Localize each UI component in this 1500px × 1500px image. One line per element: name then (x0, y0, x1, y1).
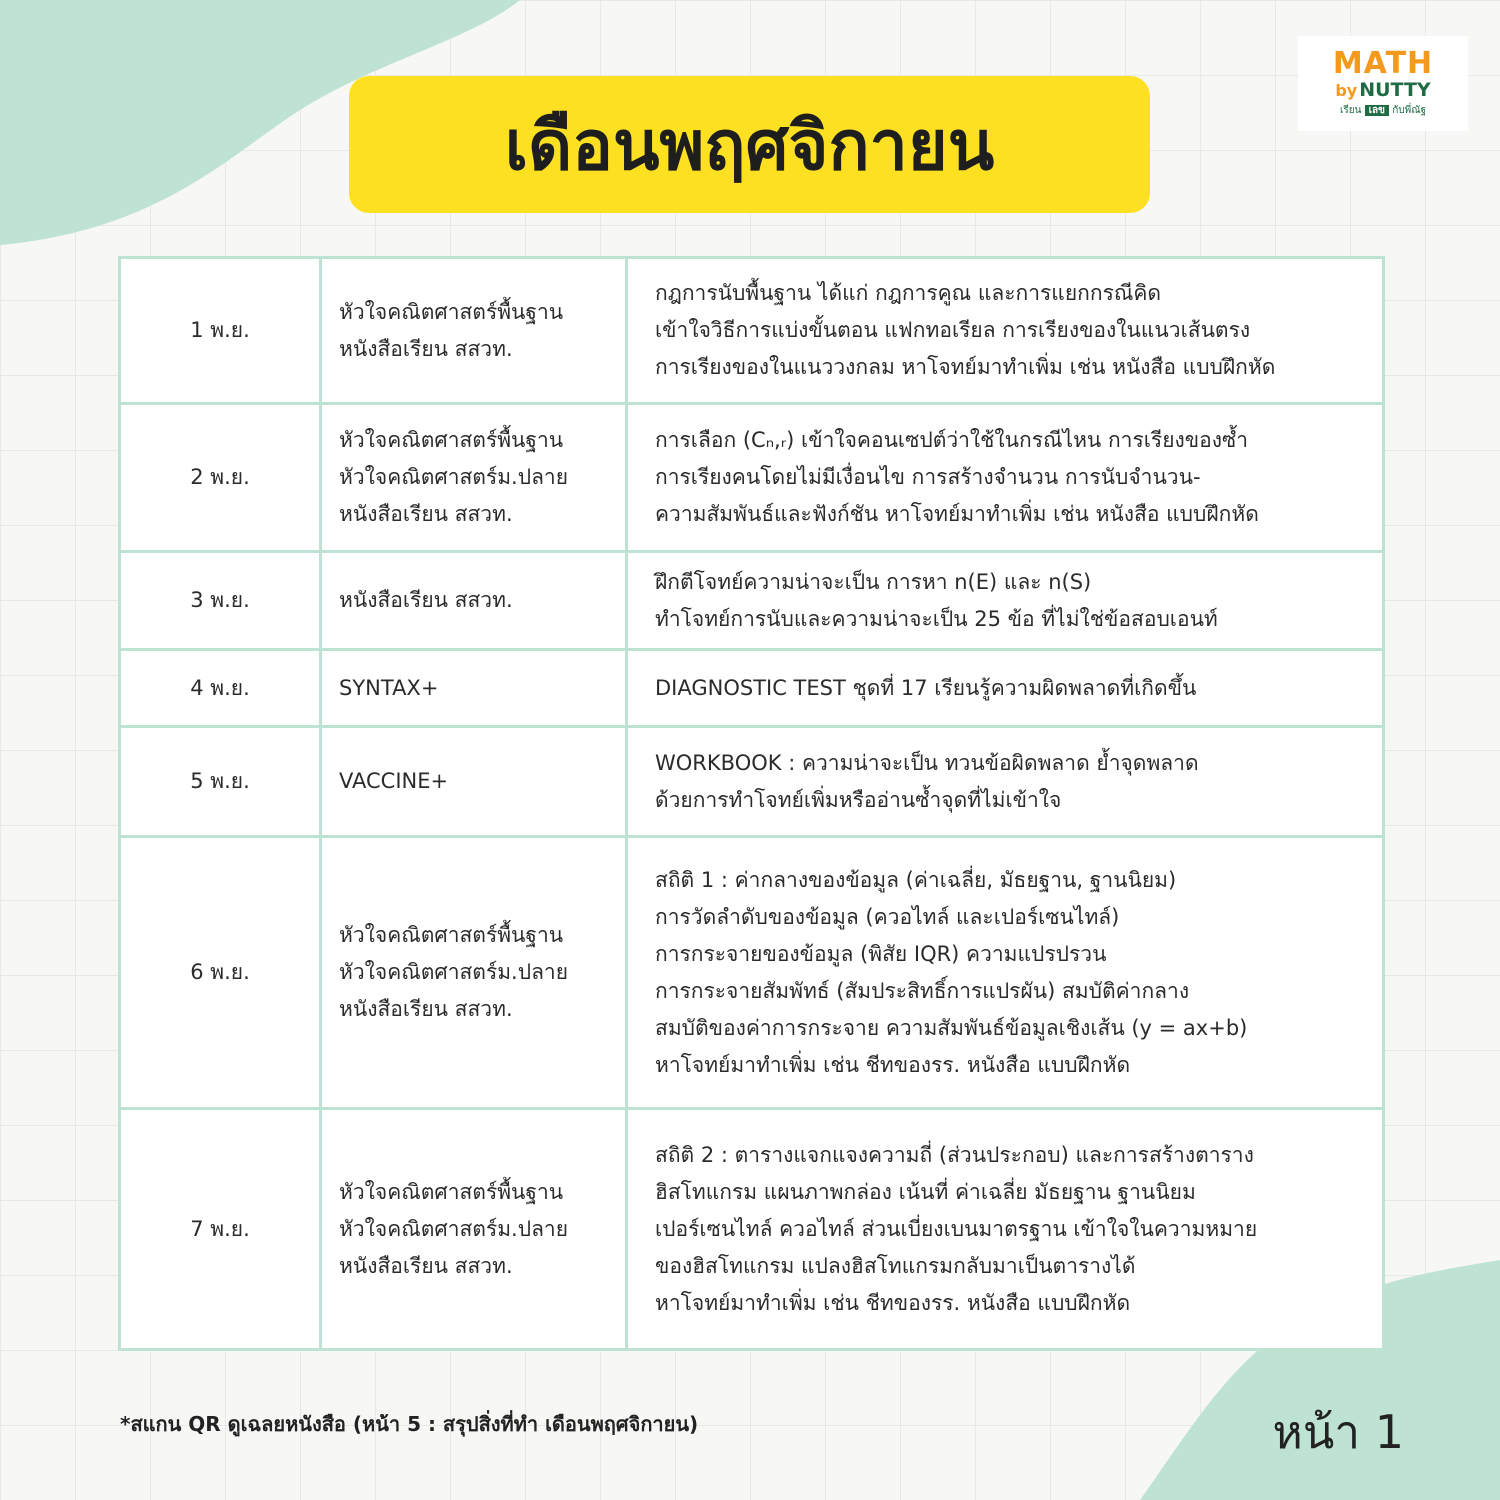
detail-cell (627, 258, 1384, 404)
detail-line: หาโจทย์มาทำเพิ่ม เช่น ชีทของรร. หนังสือ แบบฝึกหัด (655, 1290, 1131, 1315)
detail-line: ด้วยการทำโจทย์เพิ่มหรืออ่านซ้ำจุดที่ไม่เข้าใจ (655, 787, 1062, 812)
book-line: หัวใจคณิตศาสตร์พื้นฐาน (339, 923, 564, 947)
book-line: SYNTAX+ (339, 675, 439, 700)
detail-line: การวัดลำดับของข้อมูล (ควอไทล์ และเปอร์เซนไทล์) (655, 904, 1120, 929)
detail-line: สถิติ 2 : ตารางแจกแจงความถี่ (ส่วนประกอบ) และการสร้างตาราง (655, 1142, 1254, 1167)
detail-line: การเลือก (Cₙ,ᵣ) เข้าใจคอนเซปต์ว่าใช้ในกรณีไหน การเรียงของซ้ำ (655, 428, 1249, 452)
book-line: VACCINE+ (339, 769, 449, 793)
book-line: หัวใจคณิตศาสตร์ม.ปลาย (339, 465, 569, 489)
logo-tagline-chip: เลข (1365, 105, 1389, 116)
detail-line: เปอร์เซนไทล์ ควอไทล์ ส่วนเบี่ยงเบนมาตรฐาน เข้าใจในความหมาย (655, 1216, 1258, 1241)
detail-line: สมบัติของค่าการกระจาย ความสัมพันธ์ข้อมูลเชิงเส้น (y = ax+b) (655, 1015, 1248, 1040)
date-cell: 1 พ.ย. (120, 258, 321, 404)
book-cell (321, 727, 627, 837)
book-line: หนังสือเรียน สสวท. (339, 997, 513, 1021)
date-cell: 7 พ.ย. (120, 1109, 321, 1350)
table-row (120, 1109, 1384, 1350)
detail-cell (627, 837, 1384, 1109)
logo-tagline-pre: เรียน (1339, 105, 1362, 116)
detail-cell (627, 650, 1384, 727)
detail-line: WORKBOOK : ความน่าจะเป็น ทวนข้อผิดพลาด ย้ำจุดพลาด (655, 750, 1199, 775)
detail-line: หาโจทย์มาทำเพิ่ม เช่น ชีทของรร. หนังสือ แบบฝึกหัด (655, 1052, 1131, 1077)
detail-line: สถิติ 1 : ค่ากลางของข้อมูล (ค่าเฉลี่ย, มัธยฐาน, ฐานนิยม) (655, 867, 1177, 892)
brand-logo (1298, 36, 1468, 131)
page-title: เดือนพฤศจิกายน (504, 106, 995, 186)
date-cell: 5 พ.ย. (120, 727, 321, 837)
detail-line: กฎการนับพื้นฐาน ได้แก่ กฎการคูณ และการแยกกรณีคิด (655, 281, 1162, 305)
table-row (120, 552, 1384, 650)
detail-cell (627, 404, 1384, 552)
logo-math-text: MATH (1332, 46, 1434, 81)
date-cell: 4 พ.ย. (120, 650, 321, 727)
book-line: หนังสือเรียน สสวท. (339, 588, 513, 612)
schedule-table (118, 256, 1385, 1351)
detail-line: ฮิสโทแกรม แผนภาพกล่อง เน้นที่ ค่าเฉลี่ย มัธยฐาน ฐานนิยม (655, 1179, 1196, 1204)
logo-by-text: by (1335, 81, 1358, 100)
book-line: หัวใจคณิตศาสตร์พื้นฐาน (339, 1179, 564, 1204)
book-line: หัวใจคณิตศาสตร์พื้นฐาน (339, 428, 564, 452)
detail-line: DIAGNOSTIC TEST ชุดที่ 17 เรียนรู้ความผิดพลาดที่เกิดขึ้น (655, 675, 1197, 700)
detail-cell (627, 1109, 1384, 1350)
logo-by-nutty (1335, 79, 1430, 102)
date-cell: 2 พ.ย. (120, 404, 321, 552)
table-row (120, 837, 1384, 1109)
book-line: หนังสือเรียน สสวท. (339, 502, 513, 526)
book-cell (321, 837, 627, 1109)
book-cell (321, 404, 627, 552)
detail-line: ความสัมพันธ์และฟังก์ชัน หาโจทย์มาทำเพิ่ม เช่น หนังสือ แบบฝึกหัด (655, 502, 1259, 526)
detail-line: เข้าใจวิธีการแบ่งขั้นตอน แฟกทอเรียล การเรียงของในแนวเส้นตรง (655, 318, 1251, 342)
title-banner (349, 76, 1150, 213)
table-row (120, 404, 1384, 552)
table-row (120, 727, 1384, 837)
detail-line: ของฮิสโทแกรม แปลงฮิสโทแกรมกลับมาเป็นตารางได้ (655, 1253, 1136, 1278)
detail-line: การกระจายสัมพัทธ์ (สัมประสิทธิ์การแปรผัน) สมบัติค่ากลาง (655, 978, 1190, 1003)
logo-nutty-text: NUTTY (1359, 79, 1431, 101)
detail-line: การเรียงของในแนววงกลม หาโจทย์มาทำเพิ่ม เช่น หนังสือ แบบฝึกหัด (655, 355, 1276, 379)
date-cell: 3 พ.ย. (120, 552, 321, 650)
detail-cell (627, 727, 1384, 837)
book-cell (321, 552, 627, 650)
detail-cell (627, 552, 1384, 650)
logo-tagline (1340, 104, 1426, 118)
book-line: หัวใจคณิตศาสตร์ม.ปลาย (339, 960, 569, 984)
book-cell (321, 650, 627, 727)
book-line: หนังสือเรียน สสวท. (339, 1253, 513, 1278)
table-row (120, 650, 1384, 727)
book-cell (321, 1109, 627, 1350)
book-line: หัวใจคณิตศาสตร์ม.ปลาย (339, 1216, 569, 1241)
footnote: *สแกน QR ดูเฉลยหนังสือ (หน้า 5 : สรุปสิ่งที่ทำ เดือนพฤศจิกายน) (120, 1412, 699, 1436)
book-cell (321, 258, 627, 404)
book-line: หนังสือเรียน สสวท. (339, 336, 513, 361)
logo-tagline-post: กับพี่ณัฐ (1392, 105, 1427, 116)
page-number: หน้า 1 (1272, 1405, 1404, 1459)
date-cell: 6 พ.ย. (120, 837, 321, 1109)
detail-line: การเรียงคนโดยไม่มีเงื่อนไข การสร้างจำนวน การนับจำนวน- (655, 465, 1201, 489)
detail-line: ทำโจทย์การนับและความน่าจะเป็น 25 ข้อ ที่ไม่ใช่ข้อสอบเอนท์ (655, 606, 1218, 631)
detail-line: ฝึกตีโจทย์ความน่าจะเป็น การหา n(E) และ n(S) (655, 569, 1092, 594)
table-row (120, 258, 1384, 404)
book-line: หัวใจคณิตศาสตร์พื้นฐาน (339, 299, 564, 324)
detail-line: การกระจายของข้อมูล (พิสัย IQR) ความแปรปรวน (655, 941, 1107, 966)
